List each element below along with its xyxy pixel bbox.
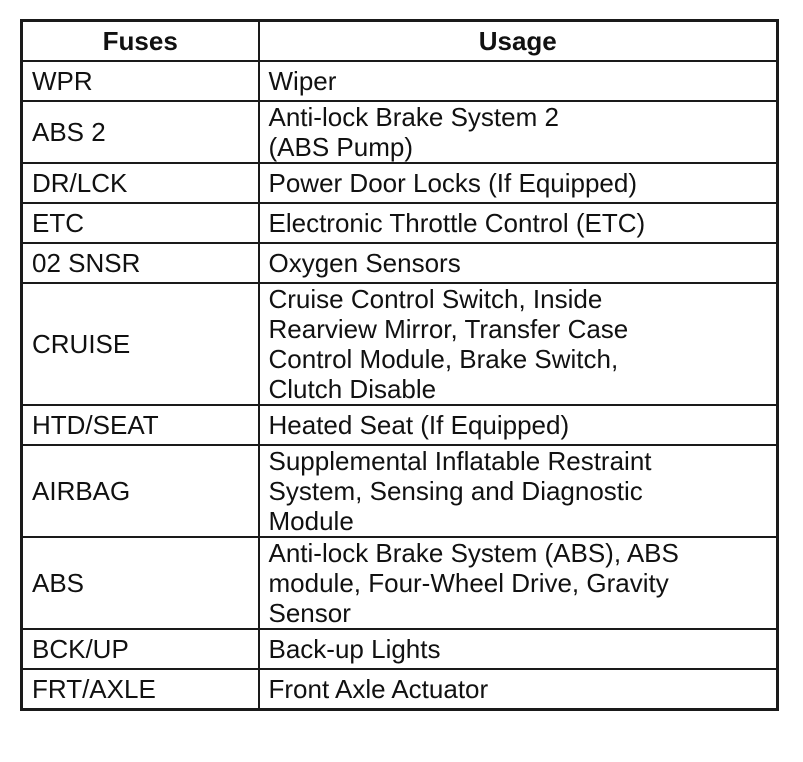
- fuse-usage-table: [20, 19, 779, 711]
- usage-cell: Heated Seat (If Equipped): [259, 405, 778, 445]
- fuse-name-cell: FRT/AXLE: [22, 669, 259, 710]
- fuse-name-cell: HTD/SEAT: [22, 405, 259, 445]
- usage-cell: Anti-lock Brake System (ABS), ABS module, Four-Wheel Drive, Gravity Sensor: [259, 537, 778, 629]
- table-row: [22, 101, 778, 163]
- usage-cell: Back-up Lights: [259, 629, 778, 669]
- table-header-row: [22, 21, 778, 62]
- usage-cell: Power Door Locks (If Equipped): [259, 163, 778, 203]
- table-row: [22, 61, 778, 101]
- usage-cell: Wiper: [259, 61, 778, 101]
- usage-cell: Anti-lock Brake System 2 (ABS Pump): [259, 101, 778, 163]
- usage-column-header: Usage: [259, 21, 778, 62]
- fuse-name-cell: AIRBAG: [22, 445, 259, 537]
- fuses-column-header: Fuses: [22, 21, 259, 62]
- table-row: [22, 405, 778, 445]
- table-row: [22, 537, 778, 629]
- usage-cell: Supplemental Inflatable Restraint System, Sensing and Diagnostic Module: [259, 445, 778, 537]
- usage-cell: Oxygen Sensors: [259, 243, 778, 283]
- table-row: [22, 669, 778, 710]
- fuse-name-cell: DR/LCK: [22, 163, 259, 203]
- fuse-name-cell: BCK/UP: [22, 629, 259, 669]
- fuse-name-cell: ABS 2: [22, 101, 259, 163]
- table-row: [22, 445, 778, 537]
- fuse-name-cell: CRUISE: [22, 283, 259, 405]
- fuse-name-cell: 02 SNSR: [22, 243, 259, 283]
- table-row: [22, 283, 778, 405]
- table-row: [22, 243, 778, 283]
- fuse-name-cell: WPR: [22, 61, 259, 101]
- fuse-name-cell: ABS: [22, 537, 259, 629]
- table-row: [22, 629, 778, 669]
- usage-cell: Front Axle Actuator: [259, 669, 778, 710]
- table-row: [22, 203, 778, 243]
- usage-cell: Electronic Throttle Control (ETC): [259, 203, 778, 243]
- table-row: [22, 163, 778, 203]
- usage-cell: Cruise Control Switch, Inside Rearview Mirror, Transfer Case Control Module, Brake Switch, Clutch Disable: [259, 283, 778, 405]
- fuse-name-cell: ETC: [22, 203, 259, 243]
